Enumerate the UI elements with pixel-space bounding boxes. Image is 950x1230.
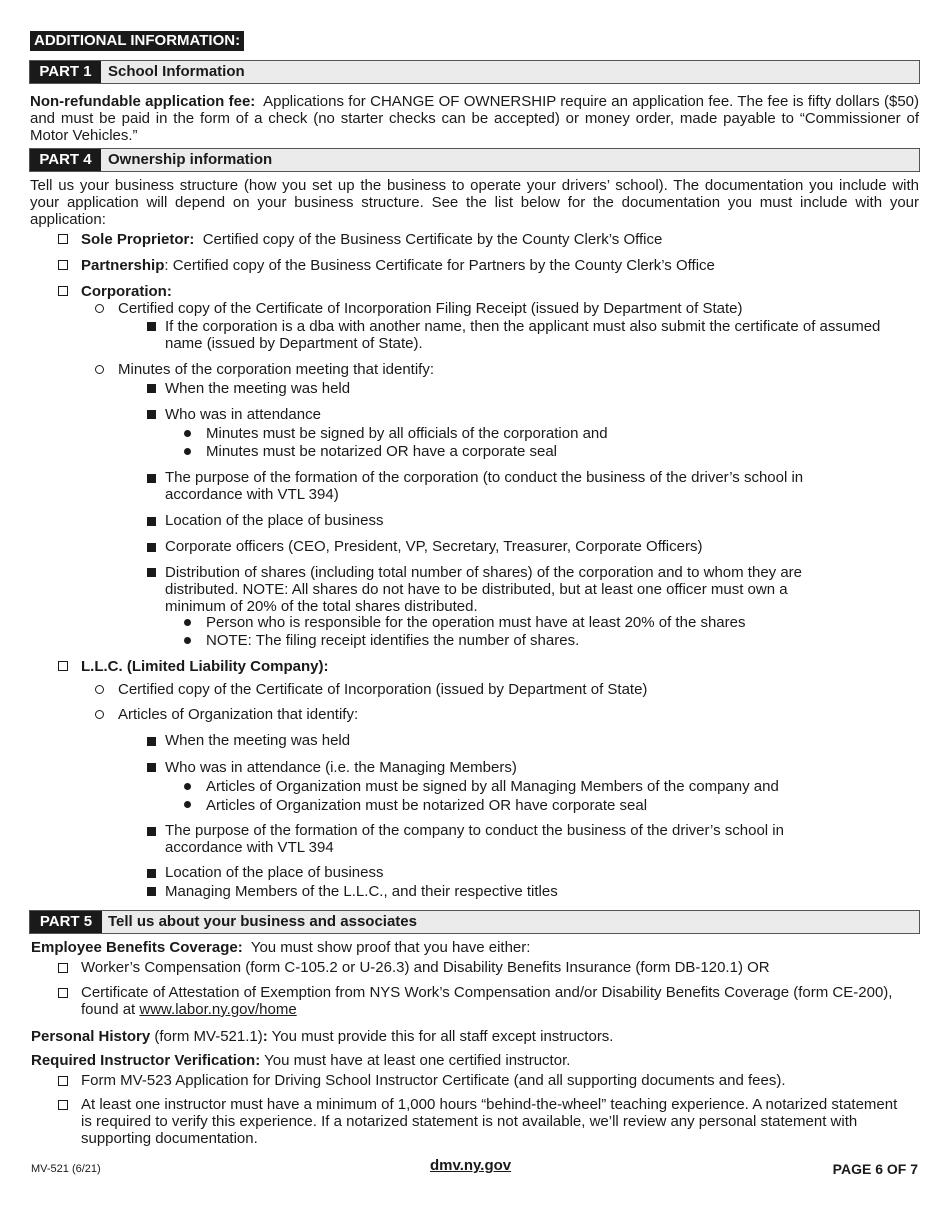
mv523-checkbox[interactable] bbox=[58, 1076, 68, 1086]
exemption-text: Certificate of Attestation of Exemption from NYS Work’s Compensation and/or Disability Benefits Coverage (form CE-200), found at bbox=[81, 984, 893, 1018]
fee-label: Non-refundable application fee: bbox=[30, 93, 256, 110]
llc-members: Managing Members of the L.L.C., and their respective titles bbox=[165, 883, 558, 900]
corporation-when: When the meeting was held bbox=[165, 380, 351, 397]
mv523-item: Form MV-523 Application for Driving School Instructor Certificate (and all supporting documents and fees). bbox=[81, 1072, 786, 1089]
llc-notarized: Articles of Organization must be notarized OR have corporate seal bbox=[206, 797, 648, 814]
labor-link[interactable]: www.labor.ny.gov/home bbox=[139, 1001, 297, 1018]
square-bullet bbox=[147, 869, 156, 878]
square-bullet bbox=[147, 763, 156, 772]
partnership-text: : Certified copy of the Business Certificate for Partners by the County Clerk’s Office bbox=[164, 257, 715, 274]
corporation-notarized: Minutes must be notarized OR have a corporate seal bbox=[206, 443, 558, 460]
part5-title: Tell us about your business and associates bbox=[108, 913, 417, 930]
llc-who: Who was in attendance (i.e. the Managing Members) bbox=[165, 759, 517, 776]
llc-checkbox[interactable] bbox=[58, 661, 68, 671]
corporation-officers: Corporate officers (CEO, President, VP, Secretary, Treasurer, Corporate Officers) bbox=[165, 538, 703, 555]
corporation-dba: If the corporation is a dba with another name, then the applicant must also submit the certificate of assumed name (issued by Department of State). bbox=[165, 318, 881, 352]
dot-bullet bbox=[184, 448, 191, 455]
partnership-checkbox[interactable] bbox=[58, 260, 68, 270]
llc-signed: Articles of Organization must be signed by all Managing Members of the company and bbox=[206, 778, 779, 795]
fee-text: Applications for CHANGE OF OWNERSHIP require an application fee. The fee is fifty dollars ($50) and must be paid in the form of a check (no starter checks can be accepted) or money order, made payable to “Commissioner of Motor Vehicles.” bbox=[30, 93, 919, 144]
square-bullet bbox=[147, 887, 156, 896]
benefits-text: You must show proof that you have either: bbox=[242, 939, 531, 956]
corporation-responsible: Person who is responsible for the operation must have at least 20% of the shares bbox=[206, 614, 746, 631]
corporation-note: NOTE: The filing receipt identifies the number of shares. bbox=[206, 632, 580, 649]
square-bullet bbox=[147, 737, 156, 746]
corporation-purpose: The purpose of the formation of the corporation (to conduct the business of the driver’s school in accordance with VTL 394) bbox=[165, 469, 804, 503]
hours-checkbox[interactable] bbox=[58, 1100, 68, 1110]
history-text: You must provide this for all staff except instructors. bbox=[267, 1028, 614, 1045]
dot-bullet bbox=[184, 619, 191, 626]
partnership-label: Partnership bbox=[81, 257, 165, 274]
dmv-site-link[interactable]: dmv.ny.gov bbox=[430, 1157, 512, 1174]
application-fee-paragraph bbox=[30, 93, 919, 144]
llc-label: L.L.C. (Limited Liability Company): bbox=[81, 658, 329, 675]
history-form: (form MV-521.1) bbox=[150, 1028, 263, 1045]
part4-header bbox=[29, 148, 920, 172]
workers-comp-checkbox[interactable] bbox=[58, 963, 68, 973]
corporation-cert: Certified copy of the Certificate of Incorporation Filing Receipt (issued by Department of State) bbox=[118, 300, 743, 317]
page-number: PAGE 6 OF 7 bbox=[832, 1161, 918, 1177]
corporation-checkbox[interactable] bbox=[58, 286, 68, 296]
square-bullet bbox=[147, 517, 156, 526]
corporation-location: Location of the place of business bbox=[165, 512, 384, 529]
llc-cert: Certified copy of the Certificate of Incorporation (issued by Department of State) bbox=[118, 681, 648, 698]
partnership-item bbox=[81, 257, 715, 274]
corporation-signed: Minutes must be signed by all officials of the corporation and bbox=[206, 425, 608, 442]
ownership-intro: Tell us your business structure (how you set up the business to operate your drivers’ school). The documentation you include with your application will depend on your business structure. See the list below for the documentation you must include with your application: bbox=[30, 177, 919, 228]
sole-proprietor-item bbox=[81, 231, 662, 248]
part4-title: Ownership information bbox=[108, 151, 273, 168]
exemption-checkbox[interactable] bbox=[58, 988, 68, 998]
exemption-item bbox=[81, 984, 911, 1018]
part4-tag: PART 4 bbox=[30, 149, 101, 171]
benefits-coverage bbox=[31, 939, 530, 956]
part5-tag: PART 5 bbox=[30, 911, 102, 933]
hours-item: At least one instructor must have a minimum of 1,000 hours “behind-the-wheel” teaching experience. A notarized statement is required to verify this experience. If a notarized statement is not available, we’ll review any personal statement with supporting documentation. bbox=[81, 1096, 898, 1147]
square-bullet bbox=[147, 410, 156, 419]
corporation-minutes: Minutes of the corporation meeting that identify: bbox=[118, 361, 435, 378]
square-bullet bbox=[147, 474, 156, 483]
square-bullet bbox=[147, 568, 156, 577]
circle-bullet bbox=[95, 710, 104, 719]
llc-location: Location of the place of business bbox=[165, 864, 384, 881]
sole-proprietor-checkbox[interactable] bbox=[58, 234, 68, 244]
additional-information-heading: ADDITIONAL INFORMATION: bbox=[30, 31, 244, 51]
circle-bullet bbox=[95, 365, 104, 374]
history-colon: : bbox=[262, 1028, 268, 1045]
sole-proprietor-label: Sole Proprietor: bbox=[81, 231, 195, 248]
dot-bullet bbox=[184, 637, 191, 644]
instructor-verification bbox=[31, 1052, 570, 1069]
benefits-label: Employee Benefits Coverage: bbox=[31, 939, 243, 956]
verification-label: Required Instructor Verification: bbox=[31, 1052, 261, 1069]
dot-bullet bbox=[184, 801, 191, 808]
circle-bullet bbox=[95, 685, 104, 694]
square-bullet bbox=[147, 322, 156, 331]
verification-text: You must have at least one certified instructor. bbox=[260, 1052, 571, 1069]
history-label: Personal History bbox=[31, 1028, 151, 1045]
part1-title: School Information bbox=[108, 63, 245, 80]
sole-proprietor-text: Certified copy of the Business Certificate by the County Clerk’s Office bbox=[202, 231, 663, 248]
circle-bullet bbox=[95, 304, 104, 313]
square-bullet bbox=[147, 827, 156, 836]
part1-header bbox=[29, 60, 920, 84]
dot-bullet bbox=[184, 430, 191, 437]
dot-bullet bbox=[184, 783, 191, 790]
llc-purpose: The purpose of the formation of the company to conduct the business of the driver’s school in accordance with VTL 394 bbox=[165, 822, 784, 856]
corporation-who: Who was in attendance bbox=[165, 406, 321, 423]
corporation-label: Corporation: bbox=[81, 283, 172, 300]
square-bullet bbox=[147, 384, 156, 393]
llc-when: When the meeting was held bbox=[165, 732, 351, 749]
personal-history bbox=[31, 1028, 613, 1045]
workers-comp-item: Worker’s Compensation (form C-105.2 or U-26.3) and Disability Benefits Insurance (form DB-120.1) OR bbox=[81, 959, 770, 976]
part1-tag: PART 1 bbox=[30, 61, 101, 83]
corporation-shares: Distribution of shares (including total number of shares) of the corporation and to whom they are distributed. NOTE: All shares do not have to be distributed, but at least one officer must own a minimum of 20% of the total shares distributed. bbox=[165, 564, 803, 615]
llc-articles: Articles of Organization that identify: bbox=[118, 706, 359, 723]
form-id: MV-521 (6/21) bbox=[31, 1163, 101, 1175]
part5-header bbox=[29, 910, 920, 934]
square-bullet bbox=[147, 543, 156, 552]
